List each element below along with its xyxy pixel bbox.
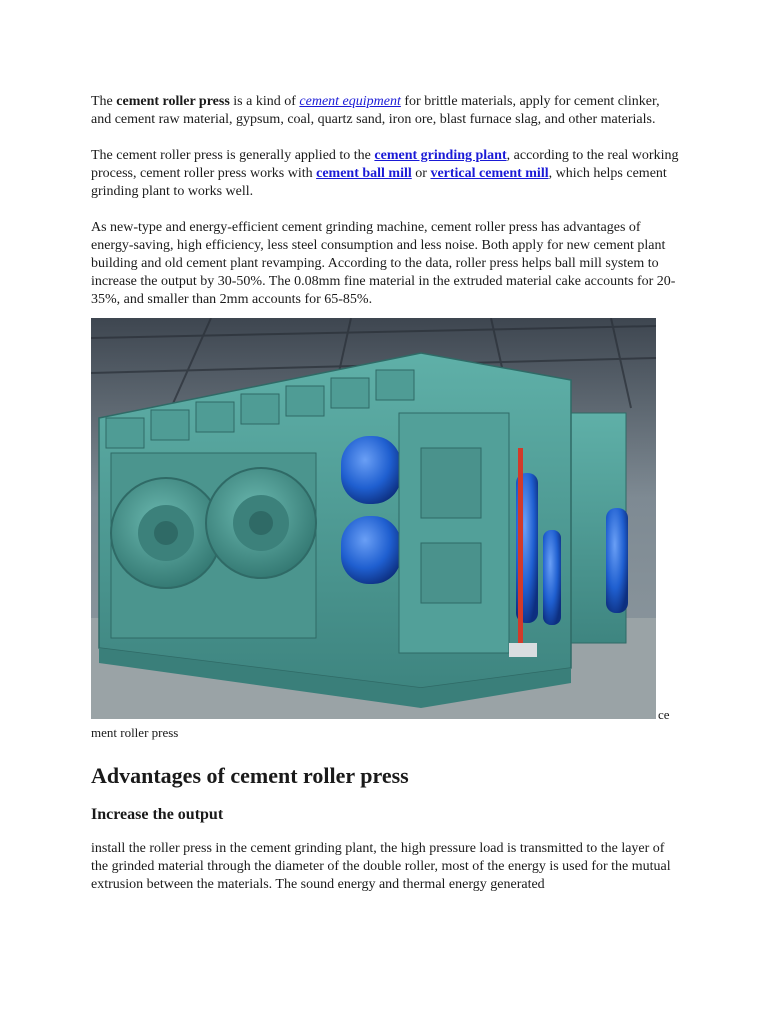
output-paragraph: install the roller press in the cement grinding plant, the high pressure load is transmitted to the layer of the grinded material through the diameter of the double roller, most of the energy is used for the mutual extrusion between the materials. The sound energy and thermal energy generated xyxy=(91,841,671,892)
text-run: , according to the real working process, cement roller press works with xyxy=(91,148,679,181)
bold-term: cement roller press xyxy=(116,94,230,109)
text-run: , which helps cement grinding plant to works well. xyxy=(91,166,667,199)
text-run: The cement roller press is generally applied to the xyxy=(91,148,375,163)
text-run: is a kind of xyxy=(229,94,300,109)
figure xyxy=(91,318,681,730)
advantages-paragraph: As new-type and energy-efficient cement grinding machine, cement roller press has advantages of energy-saving, high efficiency, less steel consumption and less noise. Both apply for new cement plant building and old cement plant revamping. According to the data, roller press helps ball mill system to increase the output by 30-50%. The 0.08mm fine material in the extruded material cake accounts for 20-35%, and smaller than 2mm accounts for 65-85%. xyxy=(91,220,676,307)
roller-press-photo xyxy=(91,318,656,719)
intro-paragraph xyxy=(91,93,681,129)
cement-grinding-plant-link[interactable]: cement grinding plant xyxy=(374,148,507,163)
cement-equipment-link[interactable]: cement equipment xyxy=(299,94,401,109)
caption-fragment: ce xyxy=(658,707,670,722)
vertical-cement-mill-link[interactable]: vertical cement mill xyxy=(430,166,549,181)
text-run: or xyxy=(411,166,431,181)
cement-ball-mill-link[interactable]: cement ball mill xyxy=(316,166,412,181)
section-heading: Advantages of cement roller press xyxy=(91,763,409,788)
subsection-heading: Increase the output xyxy=(91,806,224,823)
application-paragraph xyxy=(91,147,681,201)
article-body xyxy=(91,93,681,894)
text-run: for brittle materials, apply for cement clinker, and cement raw material, gypsum, coal, quartz sand, iron ore, blast furnace slag, and other materials. xyxy=(91,94,660,127)
caption-continued: ment roller press xyxy=(91,725,179,740)
text-run: The xyxy=(91,94,117,109)
